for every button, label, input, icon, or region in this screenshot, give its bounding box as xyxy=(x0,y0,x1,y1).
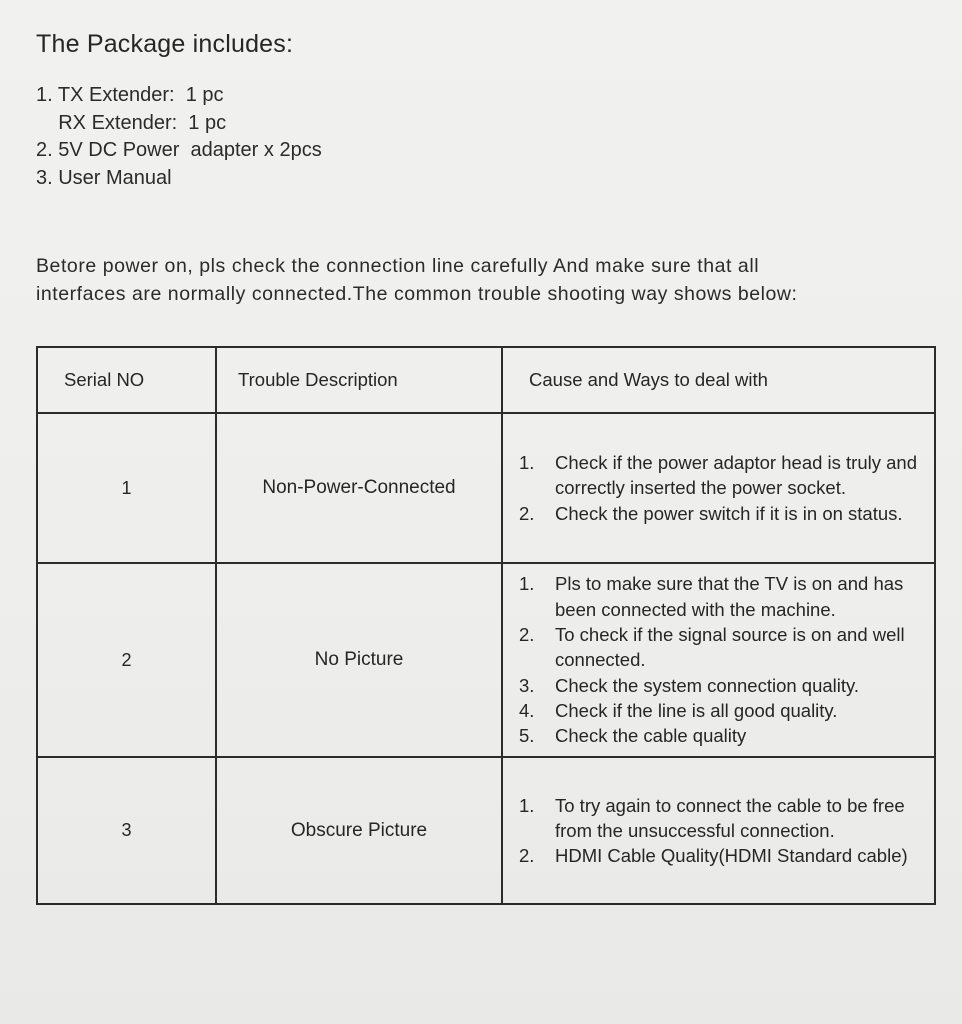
cause-item xyxy=(517,723,932,748)
cause-item xyxy=(517,450,932,501)
cause-number: 3. xyxy=(519,674,535,696)
description-cell: Obscure Picture xyxy=(216,757,502,904)
cause-cell xyxy=(502,413,935,563)
cause-number: 1. xyxy=(519,573,535,595)
cause-cell xyxy=(502,757,935,904)
cause-list xyxy=(517,793,932,869)
cause-item xyxy=(517,793,932,844)
header-description: Trouble Description xyxy=(216,347,502,413)
serial-cell: 3 xyxy=(37,757,216,904)
cause-item xyxy=(517,673,932,698)
description-cell: No Picture xyxy=(216,563,502,757)
cause-number: 2. xyxy=(519,502,535,524)
header-serial: Serial NO xyxy=(37,347,216,413)
cause-text: To try again to connect the cable to be free from the unsuccessful connection. xyxy=(555,794,905,841)
table-row xyxy=(37,757,935,904)
intro-line: Betore power on, pls check the connection line carefully And make sure that all xyxy=(36,255,760,277)
troubleshooting-table xyxy=(36,346,936,905)
serial-cell: 2 xyxy=(37,563,216,757)
cause-item xyxy=(517,571,932,622)
cause-item xyxy=(517,698,932,723)
cause-number: 2. xyxy=(519,845,535,867)
package-item: 2. 5V DC Power adapter x 2pcs xyxy=(36,139,322,161)
header-cause: Cause and Ways to deal with xyxy=(502,347,935,413)
serial-cell: 1 xyxy=(37,413,216,563)
cause-item xyxy=(517,622,932,673)
package-title: The Package includes: xyxy=(36,30,294,58)
package-item: 3. User Manual xyxy=(36,166,172,189)
cause-number: 1. xyxy=(519,452,535,474)
cause-text: Check if the power adaptor head is truly and correctly inserted the power socket. xyxy=(555,452,917,499)
cause-text: Check if the line is all good quality. xyxy=(555,699,838,721)
cause-number: 1. xyxy=(519,794,535,816)
cause-cell xyxy=(502,563,935,757)
intro-paragraph xyxy=(36,252,936,308)
intro-line: interfaces are normally connected.The common trouble shooting way shows below: xyxy=(36,283,798,305)
cause-text: Check the system connection quality. xyxy=(555,674,860,696)
cause-number: 5. xyxy=(519,725,535,747)
cause-list xyxy=(517,450,932,526)
table-row xyxy=(37,563,935,757)
cause-text: Check the cable quality xyxy=(555,725,747,747)
cause-text: Check the power switch if it is in on status. xyxy=(555,502,903,524)
cause-text: To check if the signal source is on and well connected. xyxy=(555,624,905,671)
cause-text: Pls to make sure that the TV is on and has been connected with the machine. xyxy=(555,573,904,620)
cause-text: HDMI Cable Quality(HDMI Standard cable) xyxy=(555,845,908,867)
cause-number: 4. xyxy=(519,699,535,721)
package-list xyxy=(36,82,322,192)
cause-number: 2. xyxy=(519,624,535,646)
table-row xyxy=(37,413,935,563)
package-item: 1. TX Extender: 1 pc xyxy=(36,84,224,106)
cause-item xyxy=(517,843,932,868)
description-cell: Non-Power-Connected xyxy=(216,413,502,563)
package-item: RX Extender: 1 pc xyxy=(36,111,227,134)
table-header-row xyxy=(37,347,935,413)
cause-list xyxy=(517,571,932,748)
cause-item xyxy=(517,501,932,526)
